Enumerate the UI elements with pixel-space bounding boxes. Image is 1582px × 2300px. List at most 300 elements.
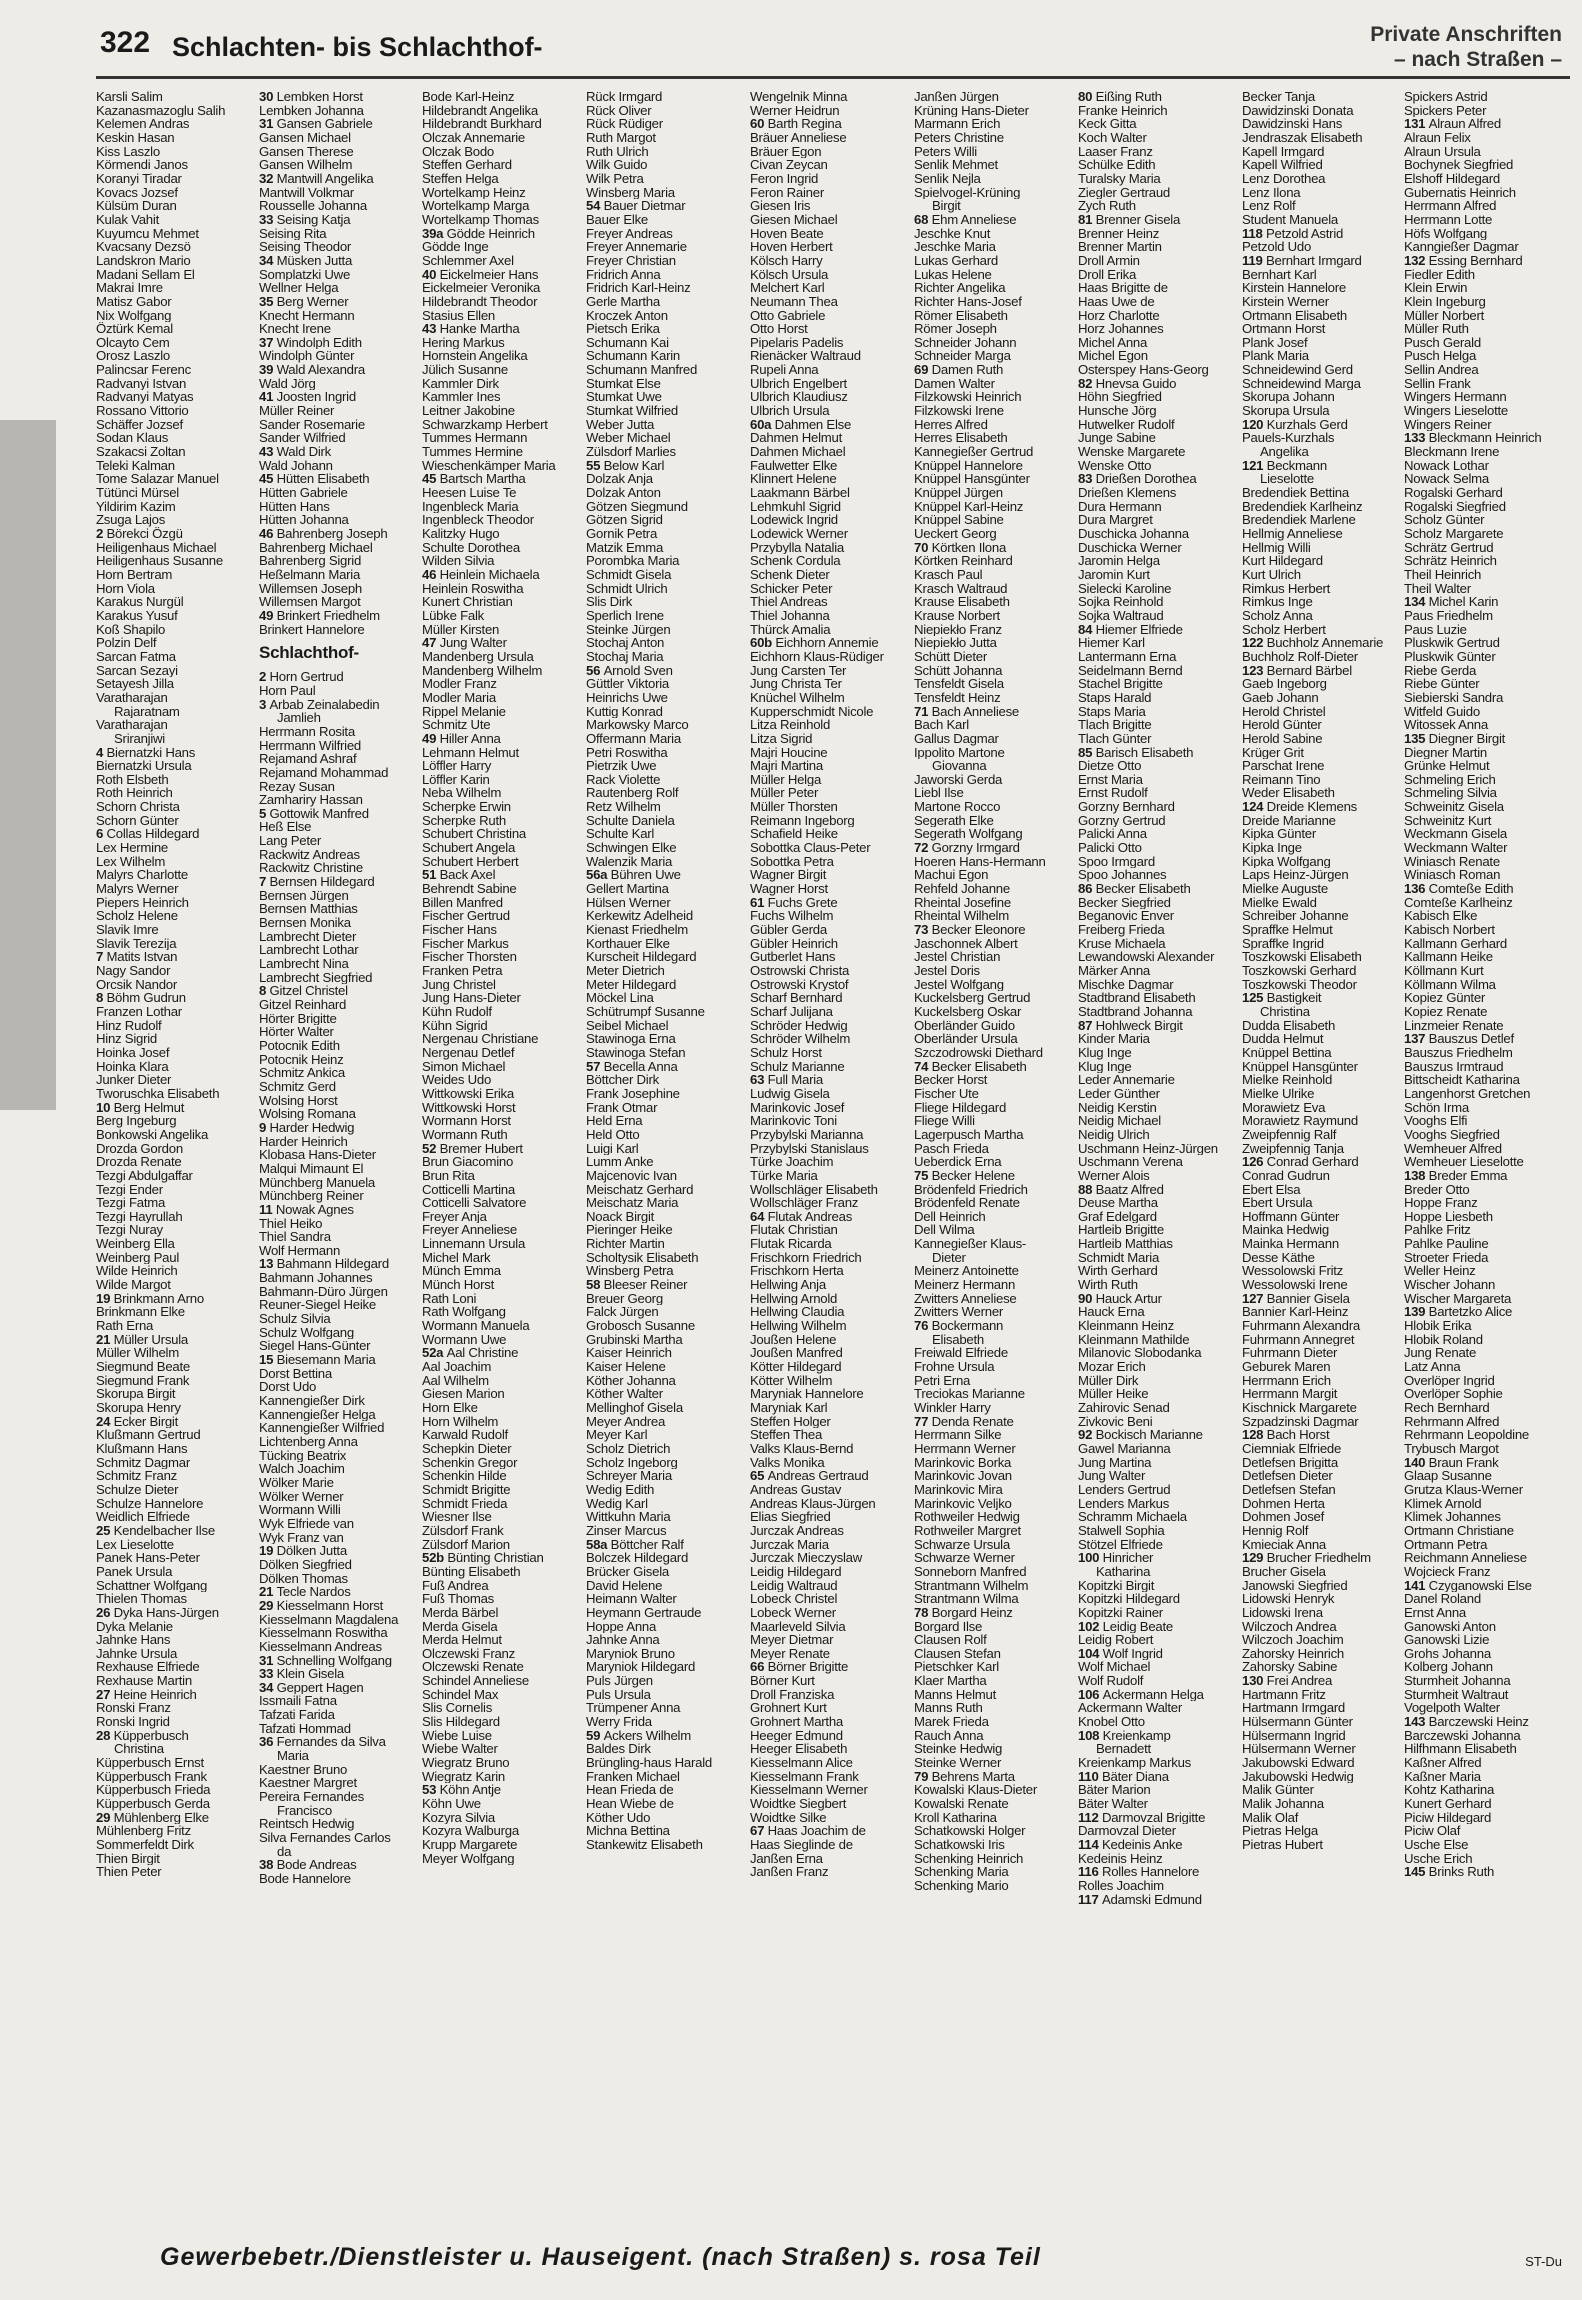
listing-entry: Hoven Herbert [750, 240, 833, 254]
listing-entry: Gaeb Johann [1242, 690, 1319, 705]
listing-entry: Brinkert Hannelore [259, 622, 365, 637]
listing-entry: Thien Peter [96, 1865, 162, 1879]
listing-entry: 129 Brucher Friedhelm [1242, 1551, 1371, 1565]
listing-entry: Paus Friedhelm [1404, 608, 1493, 623]
listing-entry: Meyer Wolfgang [422, 1851, 515, 1866]
listing-entry: Kühn Sigrid [422, 1018, 488, 1033]
house-number: 52 [422, 1141, 440, 1156]
listing-entry: 145 Brinks Ruth [1404, 1865, 1495, 1879]
listing-entry: 47 Jung Walter [422, 636, 507, 650]
listing-entry: Kammler Dirk [422, 376, 499, 391]
listing-entry: Kammler Ines [422, 390, 501, 405]
listing-entry: Franke Heinrich [1078, 103, 1168, 118]
house-number: 61 [750, 895, 768, 910]
listing-entry: Theil Heinrich [1404, 567, 1482, 582]
listing-entry: Kannegießer Gertrud [914, 445, 1034, 459]
listing-entry: Fridrich Anna [586, 267, 661, 282]
listing-entry: Schwarzkamp Herbert [422, 417, 548, 432]
listing-entry: Kopitzki Birgit [1078, 1578, 1155, 1593]
listing-entry: Herrmann Werner [914, 1441, 1016, 1456]
listing-entry: Hoppe Franz [1404, 1196, 1478, 1210]
listing-entry: Mozar Erich [1078, 1360, 1146, 1374]
listing-entry: 60a Dahmen Else [750, 417, 852, 432]
listing-entry: Wormann Manuela [422, 1319, 530, 1333]
listing-entry: 45 Hütten Elisabeth [259, 472, 370, 487]
house-number: 52a [422, 1346, 447, 1361]
listing-entry: Stumkat Wilfried [586, 404, 678, 418]
listing-entry: Sojka Reinhold [1078, 595, 1164, 609]
listing-entry: Gerle Martha [586, 294, 660, 309]
listing-entry: Yildirim Kazim [96, 499, 176, 514]
listing-entry: Tücking Beatrix [259, 1448, 347, 1463]
listing-entry: Usche Else [1404, 1838, 1469, 1852]
listing-entry: Duschicka Johanna [1078, 527, 1189, 541]
listing-entry: Kopitzki Rainer [1078, 1605, 1163, 1620]
listing-entry: Noack Birgit [586, 1209, 655, 1224]
listing-entry: 35 Berg Werner [259, 294, 349, 309]
listing-entry: Fliege Willi [914, 1114, 975, 1128]
listing-entry: 27 Heine Heinrich [96, 1687, 197, 1702]
listing-entry: Jung Hans-Dieter [422, 991, 521, 1005]
listing-entry: Lobeck Christel [750, 1592, 838, 1606]
listing-entry: Junker Dieter [96, 1073, 172, 1087]
listing-entry: Kowalski Klaus-Dieter [914, 1783, 1038, 1798]
listing-entry: Schenking Maria [914, 1865, 1009, 1879]
listing-entry: Lembken Johanna [259, 103, 364, 118]
listing-entry: Leder Annemarie [1078, 1073, 1175, 1087]
listing-entry: Sturmheit Johanna [1404, 1674, 1511, 1688]
listing-entry: Hutwelker Rudolf [1078, 417, 1175, 432]
listing-entry: Hildebrandt Theodor [422, 294, 538, 309]
listing-entry: Sodan Klaus [96, 431, 169, 446]
listing-entry: Modler Franz [422, 677, 497, 691]
listing-entry: Jurczak Andreas [750, 1523, 844, 1538]
house-number: 66 [750, 1660, 768, 1675]
listing-entry: Kovacs Jozsef [96, 185, 178, 200]
listing-entry: Bahrenberg Sigrid [259, 554, 362, 568]
listing-entry: Droll Franziska [750, 1687, 835, 1702]
listing-entry: Hinz Rudolf [96, 1018, 162, 1033]
listing-entry: Melchert Karl [750, 281, 825, 295]
listing-entry: Stankewitz Elisabeth [586, 1838, 703, 1852]
listing-entry: Grubinski Martha [586, 1332, 683, 1347]
listing-column-3 [422, 90, 588, 2230]
listing-entry: Hoppe Anna [586, 1619, 657, 1634]
listing-entry: 19 Dölken Jutta [259, 1544, 347, 1558]
listing-entry: Gubernatis Heinrich [1404, 185, 1516, 200]
listing-entry: 116 Rolles Hannelore [1078, 1865, 1200, 1879]
listing-entry: Zinser Marcus [586, 1523, 667, 1538]
page-header [0, 0, 1582, 80]
listing-entry: 39a Gödde Heinrich [422, 226, 535, 241]
listing-entry: 83 Drießen Dorothea [1078, 472, 1197, 487]
listing-entry: Scharf Bernhard [750, 991, 843, 1005]
listing-entry: Bredendiek Bettina [1242, 486, 1349, 500]
listing-entry: Schumann Karin [586, 349, 680, 364]
listing-entry: Sarcan Fatma [96, 649, 176, 664]
listing-entry: Plank Maria [1242, 349, 1309, 364]
listing-entry: Petri Erna [914, 1373, 971, 1388]
listing-entry: Andreas Gustav [750, 1482, 842, 1497]
listing-entry: Hoppe Liesbeth [1404, 1209, 1493, 1224]
listing-entry: Ippolito Martone [914, 745, 1005, 760]
listing-entry: Piciw Olaf [1404, 1824, 1461, 1838]
listing-entry: Ortmann Petra [1404, 1537, 1488, 1552]
listing-entry: Potocnik Edith [259, 1038, 340, 1053]
listing-entry: Slis Cornelis [422, 1701, 493, 1716]
listing-entry: Klinnert Helene [750, 472, 837, 487]
listing-entry: Grohs Johanna [1404, 1646, 1491, 1661]
listing-entry: Walenzik Maria [586, 854, 673, 869]
listing-entry: Jülich Susanne [422, 363, 508, 377]
listing-entry: Marinkovic Borka [914, 1455, 1012, 1470]
listing-entry: Schmitz Gerd [259, 1079, 336, 1094]
listing-entry: 85 Barisch Elisabeth [1078, 745, 1194, 760]
listing-entry: Schmidt Maria [1078, 1250, 1160, 1265]
house-number: 54 [586, 199, 604, 213]
listing-entry: Dietze Otto [1078, 759, 1142, 773]
listing-entry: Willemsen Margot [259, 595, 361, 609]
listing-entry: Kötter Hildegard [750, 1360, 842, 1374]
listing-entry: Wiebe Luise [422, 1728, 492, 1743]
listing-entry: Nowack Lothar [1404, 458, 1489, 473]
listing-entry: Freyer Anja [422, 1209, 487, 1224]
listing-entry: Slavik Terezija [96, 936, 177, 951]
listing-entry: Cotticelli Martina [422, 1182, 515, 1197]
listing-entry: Stalwell Sophia [1078, 1523, 1165, 1538]
listing-entry: Wiebe Walter [422, 1742, 498, 1757]
listing-entry: Drozda Renate [96, 1155, 182, 1169]
listing-entry: Tummes Hermann [422, 431, 528, 446]
listing-entry: Szpadzinski Dagmar [1242, 1414, 1359, 1429]
listing-entry: Reichmann Anneliese [1404, 1551, 1527, 1565]
listing-column-9 [1404, 90, 1570, 2230]
house-number: 139 [1404, 1305, 1429, 1320]
listing-entry: Jurczak Mieczyslaw [750, 1551, 863, 1565]
listing-entry: Türke Joachim [750, 1155, 834, 1169]
listing-entry: Hoinka Klara [96, 1059, 169, 1074]
house-number: 21 [96, 1332, 114, 1347]
house-number: 43 [422, 322, 440, 336]
listing-entry: Mischke Dagmar [1078, 977, 1174, 992]
house-number: 100 [1078, 1551, 1103, 1565]
listing-entry: Müller Reiner [259, 404, 335, 418]
listing-entry: Dell Heinrich [914, 1209, 986, 1224]
listing-entry: Riebe Günter [1404, 677, 1480, 691]
listing-entry: Drozda Gordon [96, 1141, 183, 1156]
listing-entry: Stumkat Uwe [586, 390, 662, 405]
listing-entry: 15 Biesemann Maria [259, 1353, 376, 1367]
listing-entry: Hartmann Irmgard [1242, 1701, 1346, 1716]
listing-entry: Schmitz Dagmar [96, 1455, 190, 1470]
house-number: 29 [96, 1810, 114, 1825]
listing-entry: Danel Roland [1404, 1592, 1481, 1606]
house-number: 145 [1404, 1865, 1429, 1879]
listing-entry: 2 Horn Gertrud [259, 670, 344, 684]
house-number: 43 [259, 445, 277, 459]
section-label [1370, 22, 1562, 72]
listing-entry: Lübke Falk [422, 608, 485, 623]
listing-entry: 102 Leidig Beate [1078, 1619, 1173, 1634]
listing-entry: Trümpener Anna [586, 1701, 681, 1716]
listing-entry: Schenkin Hilde [422, 1469, 507, 1483]
listing-entry: Münch Emma [422, 1264, 501, 1279]
listing-entry: 53 Köhn Antje [422, 1783, 501, 1798]
listing-entry-continuation: Dieter [932, 1250, 966, 1265]
listing-entry: Kienast Friedhelm [586, 923, 689, 937]
listing-entry: Neidig Kerstin [1078, 1100, 1157, 1115]
listing-entry: Filzkowski Irene [914, 404, 1004, 418]
listing-entry: Wollschläger Elisabeth [750, 1182, 878, 1197]
listing-entry: Modler Maria [422, 690, 496, 705]
listing-entry: Lehmann Helmut [422, 745, 519, 760]
listing-entry: Wolsing Romana [259, 1107, 356, 1121]
listing-entry: 61 Fuchs Grete [750, 895, 838, 910]
listing-entry: Jakubowski Edward [1242, 1756, 1355, 1770]
listing-entry: Willemsen Joseph [259, 581, 363, 596]
listing-entry: Schumann Kai [586, 335, 669, 350]
house-number: 122 [1242, 636, 1267, 650]
listing-entry: Zwitters Anneliese [914, 1291, 1017, 1306]
listing-entry: Oberländer Guido [914, 1018, 1015, 1033]
listing-entry: Reuner-Siegel Heike [259, 1298, 376, 1313]
listing-entry: Wittkowski Erika [422, 1086, 514, 1101]
listing-entry: Hartleib Brigitte [1078, 1223, 1164, 1238]
listing-entry: Schrätz Gertrud [1404, 540, 1494, 555]
page-title: Schlachten- bis Schlachthof- [172, 32, 543, 62]
listing-entry-continuation: Lieselotte [1260, 472, 1314, 487]
listing-entry: Wischer Johann [1404, 1278, 1496, 1292]
listing-entry: Olczak Bodo [422, 144, 495, 159]
listing-entry: Weller Heinz [1404, 1264, 1476, 1279]
listing-entry: 74 Becker Elisabeth [914, 1059, 1027, 1074]
listing-entry: Hering Markus [422, 335, 505, 350]
listing-column-8 [1242, 90, 1408, 2230]
listing-entry: Müller Heike [1078, 1387, 1149, 1401]
listing-entry: Zsuga Lajos [96, 513, 166, 527]
listing-entry: Peters Willi [914, 144, 977, 159]
house-number: 73 [914, 923, 932, 937]
listing-entry: Schenking Heinrich [914, 1851, 1024, 1866]
listing-entry: Kannengießer Helga [259, 1407, 376, 1422]
listing-entry: Hellmig Anneliese [1242, 527, 1343, 541]
listing-entry: Heeger Edmund [750, 1728, 843, 1743]
listing-entry: Osterspey Hans-Georg [1078, 363, 1209, 377]
listing-entry: Fridrich Karl-Heinz [586, 281, 691, 295]
listing-entry: Piciw Hildegard [1404, 1810, 1492, 1825]
listing-entry: Litza Sigrid [750, 731, 813, 746]
listing-entry: Schorn Günter [96, 813, 179, 828]
listing-entry: Bleckmann Irene [1404, 445, 1500, 459]
listing-entry: Wölker Werner [259, 1489, 344, 1504]
listing-entry: Bräuer Egon [750, 144, 822, 159]
listing-entry: Brinkmann Elke [96, 1305, 185, 1320]
listing-entry: Wiegratz Karin [422, 1769, 505, 1784]
listing-entry: Freyer Christian [586, 253, 676, 268]
listing-entry: Kozyra Silvia [422, 1810, 495, 1825]
listing-entry-continuation: Jamlieh [277, 711, 321, 725]
listing-entry: 41 Joosten Ingrid [259, 390, 356, 405]
listing-entry: Krause Elisabeth [914, 595, 1010, 609]
listing-entry: Wolsing Horst [259, 1093, 338, 1108]
listing-entry: Civan Zeycan [750, 158, 828, 172]
listing-entry: Jurczak Maria [750, 1537, 829, 1552]
listing-entry: Malyrs Werner [96, 882, 179, 896]
listing-entry: Turalsky Maria [1078, 171, 1161, 186]
listing-entry: Kaiser Helene [586, 1360, 666, 1374]
listing-entry: Schmeling Silvia [1404, 786, 1497, 801]
listing-entry: Bittscheidt Katharina [1404, 1073, 1520, 1087]
listing-entry: Müller Wilhelm [96, 1346, 179, 1361]
listing-entry: Kelemen Andras [96, 117, 190, 131]
listing-entry: Kohtz Katharina [1404, 1783, 1495, 1798]
listing-entry: 67 Haas Joachim de [750, 1824, 866, 1838]
listing-entry: Klein Erwin [1404, 281, 1468, 295]
listing-entry: Grohnert Martha [750, 1715, 843, 1729]
listing-entry: Mühlenberg Fritz [96, 1824, 191, 1838]
listing-entry: Steinke Jürgen [586, 622, 671, 637]
listing-entry: Detlefsen Dieter [1242, 1469, 1333, 1483]
listing-entry: Mellinghof Gisela [586, 1401, 683, 1415]
listing-entry: Wyk Elfriede van [259, 1516, 354, 1531]
listing-entry: Markowsky Marco [586, 718, 689, 732]
house-number: 58a [586, 1537, 611, 1552]
listing-entry: Eichhorn Klaus-Rüdiger [750, 649, 884, 664]
listing-entry: Marek Frieda [914, 1715, 989, 1729]
listing-entry: Ganowski Lizie [1404, 1633, 1490, 1647]
listing-entry: Sellin Andrea [1404, 363, 1479, 377]
listing-entry: Laakmann Bärbel [750, 486, 850, 500]
listing-entry: Steffen Helga [422, 171, 499, 186]
listing-entry: Mandenberg Ursula [422, 649, 534, 664]
listing-entry: Lambrecht Nina [259, 957, 349, 971]
listing-entry: 81 Brenner Gisela [1078, 212, 1181, 227]
listing-entry: Tezgi Nuray [96, 1223, 163, 1238]
listing-entry: Ernst Maria [1078, 772, 1143, 787]
listing-entry: Wittkowski Horst [422, 1100, 516, 1115]
listing-entry: Kipka Inge [1242, 841, 1302, 855]
listing-entry: Franken Michael [586, 1769, 680, 1784]
listing-entry: Krüger Grit [1242, 745, 1304, 760]
listing-entry: Zivkovic Beni [1078, 1414, 1153, 1429]
listing-entry: Köhn Uwe [422, 1797, 481, 1811]
house-number: 71 [914, 704, 932, 719]
listing-entry: Dudda Elisabeth [1242, 1018, 1336, 1033]
house-number: 82 [1078, 376, 1096, 391]
listing-entry: Witfeld Guido [1404, 704, 1480, 719]
house-number: 10 [96, 1100, 114, 1115]
listing-entry: Rimkus Inge [1242, 595, 1313, 609]
house-number: 31 [259, 117, 277, 131]
listing-entry: Rippel Melanie [422, 704, 506, 719]
listing-entry: Polzin Delf [96, 636, 157, 650]
listing-entry: Linzmeier Renate [1404, 1018, 1504, 1033]
listing-entry: Dölken Siegfried [259, 1557, 352, 1572]
listing-entry: Spickers Peter [1404, 103, 1487, 118]
listing-entry: Paus Luzie [1404, 622, 1467, 637]
listing-entry: Neba Wilhelm [422, 786, 502, 801]
listing-entry: Richter Angelika [914, 281, 1006, 295]
listing-entry: Jaschonnek Albert [914, 936, 1018, 951]
listing-entry: Zülsdorf Marion [422, 1537, 510, 1552]
listing-entry: Clausen Rolf [914, 1633, 987, 1647]
listing-entry: Zahirovic Senad [1078, 1401, 1170, 1415]
listing-entry: Bahrenberg Michael [259, 540, 373, 555]
listing-entry: Krause Norbert [914, 608, 1000, 623]
listing-entry: Dolzak Anton [586, 486, 661, 500]
listing-entry: Karakus Nurgül [96, 595, 184, 609]
listing-entry: Herrmann Margit [1242, 1387, 1338, 1401]
house-number: 46 [259, 527, 277, 541]
listing-entry: Hoinka Josef [96, 1045, 170, 1060]
listing-entry: Lambrecht Dieter [259, 929, 357, 944]
listing-entry: Theil Walter [1404, 581, 1471, 596]
listing-entry: Krupp Margarete [422, 1838, 518, 1852]
house-number: 87 [1078, 1018, 1096, 1033]
house-number: 2 [259, 670, 270, 684]
listing-entry: Rexhause Elfriede [96, 1660, 200, 1675]
house-number: 41 [259, 390, 277, 405]
listing-entry: Student Manuela [1242, 212, 1338, 227]
listing-entry: Kanngießer Dagmar [1404, 240, 1519, 254]
listing-entry: Schulz Wolfgang [259, 1325, 354, 1340]
listing-entry: Valks Monika [750, 1455, 825, 1470]
section-label-line1: Private Anschriften [1370, 23, 1562, 46]
house-number: 53 [422, 1783, 440, 1798]
listing-entry: Tafzati Hommad [259, 1721, 351, 1736]
listing-entry: Müller Norbert [1404, 308, 1485, 323]
listing-entry: Heeger Elisabeth [750, 1742, 848, 1757]
listing-entry: Nowack Selma [1404, 472, 1489, 487]
listing-entry: Rejamand Ashraf [259, 752, 357, 766]
listing-entry: Wedig Edith [586, 1482, 655, 1497]
listing-entry: Dorst Udo [259, 1380, 317, 1395]
listing-entry: Tafzati Farida [259, 1708, 335, 1722]
listing-entry: Schenkin Gregor [422, 1455, 518, 1470]
listing-entry: Pusch Helga [1404, 349, 1477, 364]
house-number: 130 [1242, 1674, 1267, 1688]
listing-entry: Karsli Salim [96, 90, 163, 104]
listing-entry: 3 Arbab Zeinalabedin [259, 697, 380, 712]
house-number: 123 [1242, 663, 1267, 678]
listing-entry: Dohmen Josef [1242, 1510, 1325, 1524]
listing-entry: Kleinmann Mathilde [1078, 1332, 1190, 1347]
listing-entry: Lewandowski Alexander [1078, 950, 1215, 964]
listing-entry: Hauck Erna [1078, 1305, 1145, 1320]
listing-entry: Bach Karl [914, 718, 969, 732]
listing-entry: Palicki Otto [1078, 841, 1142, 855]
listing-entry: Landskron Mario [96, 253, 191, 268]
listing-entry: Nergenau Detlef [422, 1045, 515, 1060]
listing-entry: Lang Peter [259, 834, 322, 848]
listing-entry: Heß Else [259, 820, 312, 835]
listing-entry: Schmidt Brigitte [422, 1482, 511, 1497]
listing-entry: Richter Hans-Josef [914, 294, 1022, 309]
listing-entry: Schulze Dieter [96, 1482, 179, 1497]
listing-entry: Wittkuhn Maria [586, 1510, 671, 1524]
listing-entry: Ciemniak Elfriede [1242, 1441, 1342, 1456]
listing-entry: Usche Erich [1404, 1851, 1473, 1866]
listing-entry: Clausen Stefan [914, 1646, 1001, 1661]
listing-entry: Rautenberg Rolf [586, 786, 679, 801]
listing-entry: Stawinoga Stefan [586, 1045, 686, 1060]
listing-entry: Ingenbleck Maria [422, 499, 519, 514]
listing-entry: Kölsch Harry [750, 253, 823, 268]
listing-entry: Freyer Annemarie [586, 240, 687, 254]
listing-entry: Horn Paul [259, 683, 316, 698]
listing-entry: Wirth Gerhard [1078, 1264, 1158, 1279]
listing-entry: Uschmann Heinz-Jürgen [1078, 1141, 1218, 1156]
